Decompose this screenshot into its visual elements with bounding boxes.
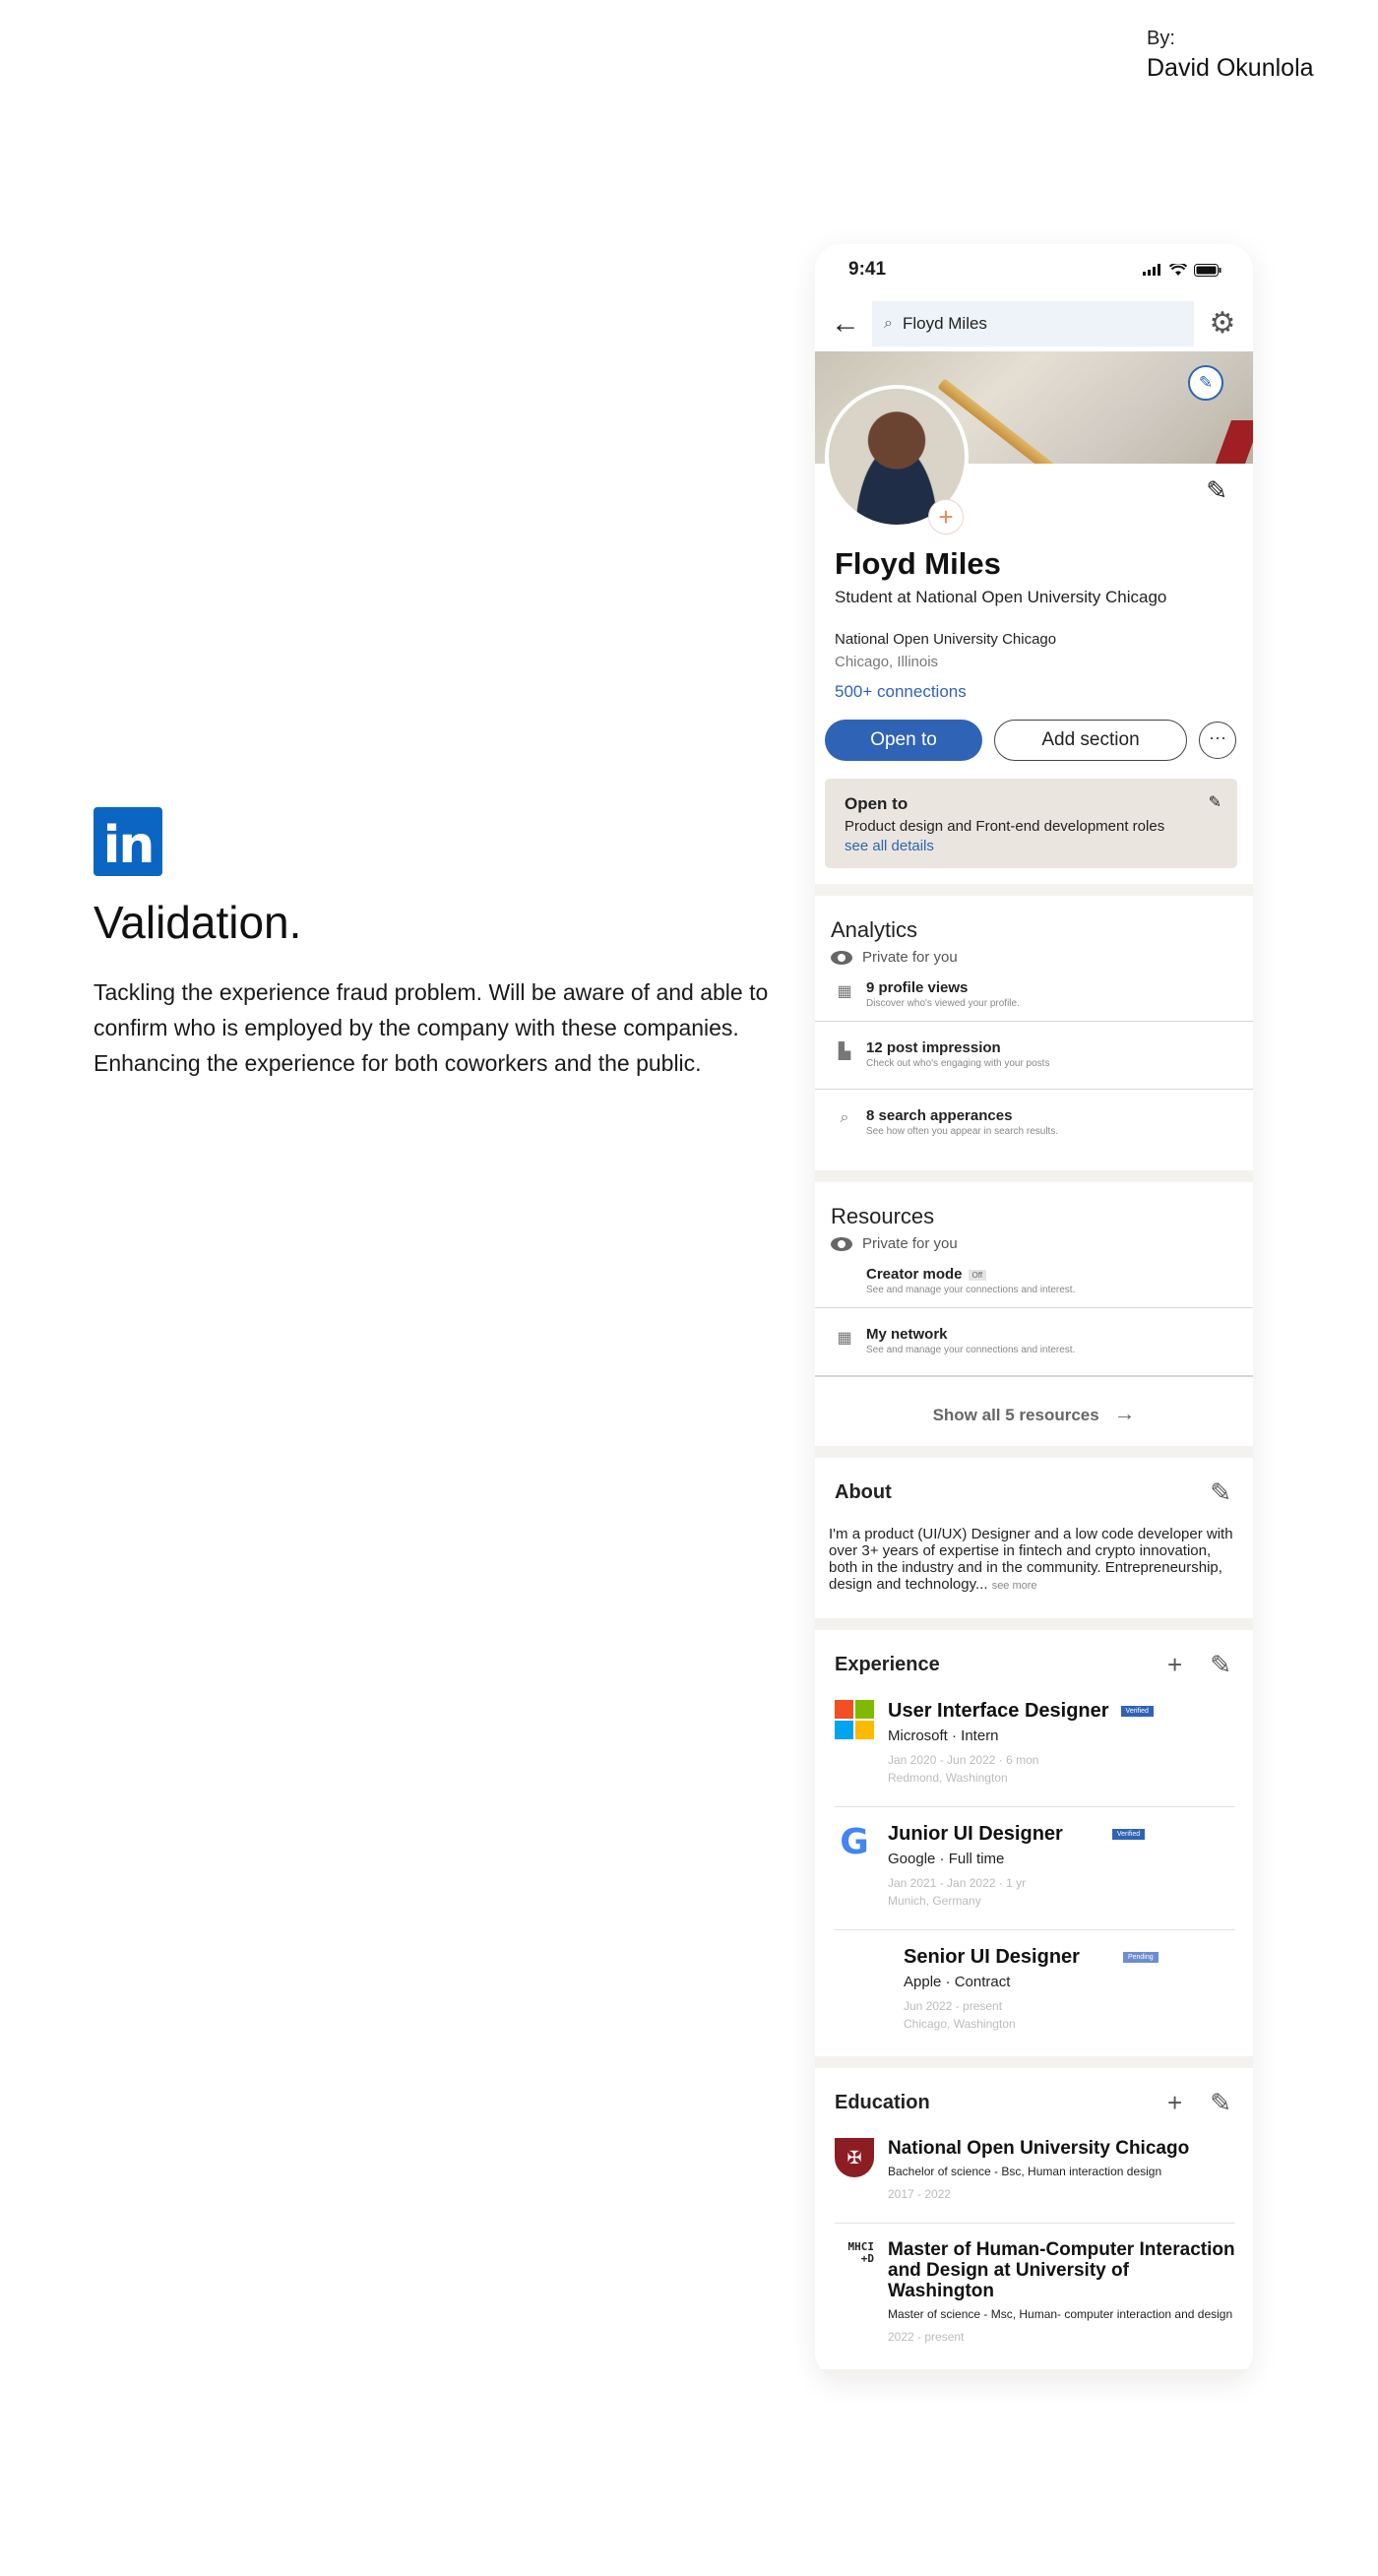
- experience-place: Redmond, Washington: [888, 1771, 1008, 1785]
- show-all-label: Show all 5 resources: [932, 1406, 1099, 1424]
- resource-item-sub: See and manage your connections and interest.: [866, 1285, 1076, 1295]
- edit-icon[interactable]: ✎: [1210, 2088, 1231, 2117]
- analytics-item-sub: Check out who's engaging with your posts: [866, 1058, 1050, 1069]
- experience-place: Chicago, Washington: [904, 2017, 1016, 2031]
- linkedin-logo-icon: in: [94, 807, 162, 876]
- status-icons: [1143, 264, 1221, 277]
- connections-link[interactable]: 500+ connections: [835, 682, 967, 701]
- wifi-icon: [1169, 264, 1187, 277]
- profile-headline: Student at National Open University Chicago: [835, 588, 1167, 606]
- google-logo-icon: G: [840, 1822, 869, 1862]
- eye-icon: [831, 1237, 852, 1251]
- slide-description: Tackling the experience fraud problem. Will be aware of and able to confirm who is employed by the company with these companies. Enhancing the experience for both coworkers and the public.: [94, 979, 769, 1076]
- back-arrow-icon[interactable]: ←: [831, 306, 860, 340]
- search-bar: [815, 295, 1253, 351]
- eye-icon: [831, 951, 852, 965]
- resource-item-title: [866, 1266, 1075, 1283]
- education-item[interactable]: [835, 2138, 1235, 2224]
- search-icon: ⌕: [840, 1109, 849, 1126]
- analytics-private-label: Private for you: [862, 949, 958, 966]
- edit-icon[interactable]: ✎: [1210, 1477, 1231, 1507]
- banner-photo-detail: [1216, 420, 1253, 464]
- profile-edit-icon[interactable]: ✎: [1206, 475, 1227, 505]
- education-header: [815, 2068, 1253, 2118]
- experience-dates: Jan 2020 - Jun 2022 · 6 mon: [888, 1753, 1039, 1767]
- about-card: [815, 1458, 1253, 1618]
- apple-logo-icon: [835, 1946, 874, 1985]
- education-school: National Open University Chicago: [888, 2138, 1190, 2159]
- list-item[interactable]: [815, 1308, 1253, 1376]
- profile-location: Chicago, Illinois: [835, 654, 939, 670]
- role-label: User Interface Designer: [888, 1700, 1109, 1722]
- add-section-button[interactable]: Add section: [994, 720, 1187, 761]
- show-all-resources-button[interactable]: [815, 1376, 1253, 1446]
- analytics-card: [815, 896, 1253, 1170]
- banner-edit-icon[interactable]: ✎: [1188, 365, 1223, 401]
- university-crest-icon: ✠: [835, 2138, 874, 2177]
- analytics-private: [831, 949, 1235, 966]
- search-input[interactable]: [872, 301, 1194, 346]
- analytics-title: Analytics: [831, 917, 918, 942]
- experience-place: Munich, Germany: [888, 1894, 981, 1908]
- verified-badge: Verified: [1112, 1829, 1145, 1840]
- profile-name: Floyd Miles: [835, 546, 1001, 581]
- search-icon: ⌕: [884, 314, 893, 332]
- resources-private-label: Private for you: [862, 1235, 958, 1252]
- bar-chart-icon: ▙: [838, 1043, 851, 1060]
- experience-company: Microsoft · Intern: [888, 1728, 999, 1744]
- profile-actions: [825, 720, 1237, 761]
- about-body: I'm a product (UI/UX) Designer and a low code developer with over 3+ years of expertise in fintech and crypto innovation, both in the industry and in the community. Entrepreneurship, design and technology...: [829, 1526, 1233, 1593]
- experience-header: [815, 1630, 1253, 1680]
- analytics-item-title: 12 post impression: [866, 1039, 1001, 1056]
- open-to-title: Open to: [845, 794, 908, 813]
- add-icon[interactable]: +: [1167, 2088, 1183, 2117]
- verified-badge: Verified: [1121, 1706, 1154, 1717]
- experience-list: [815, 1680, 1253, 2056]
- open-to-button[interactable]: Open to: [825, 720, 982, 761]
- search-input-value: Floyd Miles: [902, 313, 987, 333]
- creator-mode-badge: Off: [969, 1270, 987, 1281]
- mhci-logo-icon: MHCI +D: [847, 2240, 874, 2265]
- education-item[interactable]: [835, 2239, 1235, 2346]
- about-header: [815, 1458, 1253, 1508]
- role-label: Junior UI Designer: [888, 1823, 1063, 1845]
- profile-school: National Open University Chicago: [835, 631, 1057, 648]
- education-title: Education: [835, 2092, 930, 2113]
- experience-role: [888, 1823, 1145, 1846]
- edit-icon[interactable]: ✎: [1210, 1650, 1231, 1679]
- byline-label: By:: [1147, 28, 1175, 49]
- education-degree: Bachelor of science - Bsc, Human interaction design: [888, 2165, 1162, 2178]
- resource-item-title: My network: [866, 1326, 948, 1343]
- experience-company: Apple · Contract: [904, 1974, 1011, 1990]
- add-photo-icon[interactable]: +: [928, 499, 964, 534]
- more-options-button[interactable]: ···: [1199, 722, 1236, 759]
- experience-item[interactable]: [835, 1946, 1235, 2033]
- list-item[interactable]: [815, 1090, 1253, 1157]
- open-to-box: [825, 779, 1237, 868]
- resources-private: [831, 1235, 1235, 1252]
- resource-item-sub: See and manage your connections and interest.: [866, 1345, 1076, 1355]
- role-label: Senior UI Designer: [904, 1946, 1080, 1968]
- experience-role: [888, 1700, 1154, 1723]
- phone-mockup: [815, 244, 1253, 2378]
- add-icon[interactable]: +: [1167, 1650, 1183, 1679]
- see-more-link[interactable]: see more: [991, 1580, 1037, 1592]
- about-title: About: [835, 1481, 892, 1503]
- about-text: [815, 1508, 1253, 1618]
- experience-role: [904, 1946, 1159, 1969]
- microsoft-logo-icon: [835, 1700, 874, 1739]
- experience-item[interactable]: [835, 1700, 1235, 1807]
- creator-mode-label: Creator mode: [866, 1266, 963, 1283]
- education-dates: 2022 - present: [888, 2330, 965, 2344]
- analytics-item-sub: See how often you appear in search results.: [866, 1126, 1059, 1137]
- list-item[interactable]: [815, 1022, 1253, 1090]
- byline: [1147, 28, 1314, 83]
- slide-headline: Validation.: [94, 897, 302, 948]
- people-icon: ▦: [837, 983, 852, 1000]
- creator-mode-icon: [835, 1266, 854, 1268]
- experience-title: Experience: [835, 1654, 940, 1675]
- experience-card: [815, 1630, 1253, 2056]
- people-icon: ▦: [837, 1330, 852, 1347]
- open-to-text: Product design and Front-end development roles: [845, 818, 1165, 835]
- experience-dates: Jan 2021 - Jan 2022 · 1 yr: [888, 1876, 1027, 1890]
- signal-icon: [1143, 264, 1162, 276]
- gear-icon[interactable]: ⚙: [1209, 307, 1236, 340]
- experience-company: Google · Full time: [888, 1851, 1005, 1867]
- resources-title: Resources: [831, 1204, 935, 1228]
- analytics-item-title: 8 search apperances: [866, 1107, 1013, 1124]
- pending-badge: Pending: [1123, 1952, 1159, 1963]
- experience-item[interactable]: [835, 1823, 1235, 1930]
- education-dates: 2017 - 2022: [888, 2187, 952, 2201]
- list-item[interactable]: [815, 1252, 1253, 1308]
- education-school: Master of Human-Computer Interaction and Design at University of Washington: [888, 2239, 1235, 2301]
- education-degree: Master of science - Msc, Human- computer interaction and design: [888, 2307, 1233, 2321]
- analytics-item-sub: Discover who's viewed your profile.: [866, 998, 1020, 1009]
- status-bar: [815, 244, 1253, 295]
- arrow-right-icon: →: [1113, 1401, 1136, 1425]
- education-list: [815, 2118, 1253, 2369]
- open-to-edit-icon[interactable]: ✎: [1208, 794, 1221, 811]
- status-time: 9:41: [848, 259, 887, 280]
- see-all-details-link[interactable]: see all details: [845, 838, 934, 854]
- profile-card: [815, 351, 1253, 884]
- education-card: [815, 2068, 1253, 2369]
- resources-card: [815, 1182, 1253, 1446]
- experience-dates: Jun 2022 - present: [904, 1999, 1003, 2013]
- battery-icon: [1194, 264, 1221, 277]
- list-item[interactable]: [815, 966, 1253, 1022]
- byline-author: David Okunlola: [1147, 54, 1314, 82]
- analytics-item-title: 9 profile views: [866, 979, 969, 996]
